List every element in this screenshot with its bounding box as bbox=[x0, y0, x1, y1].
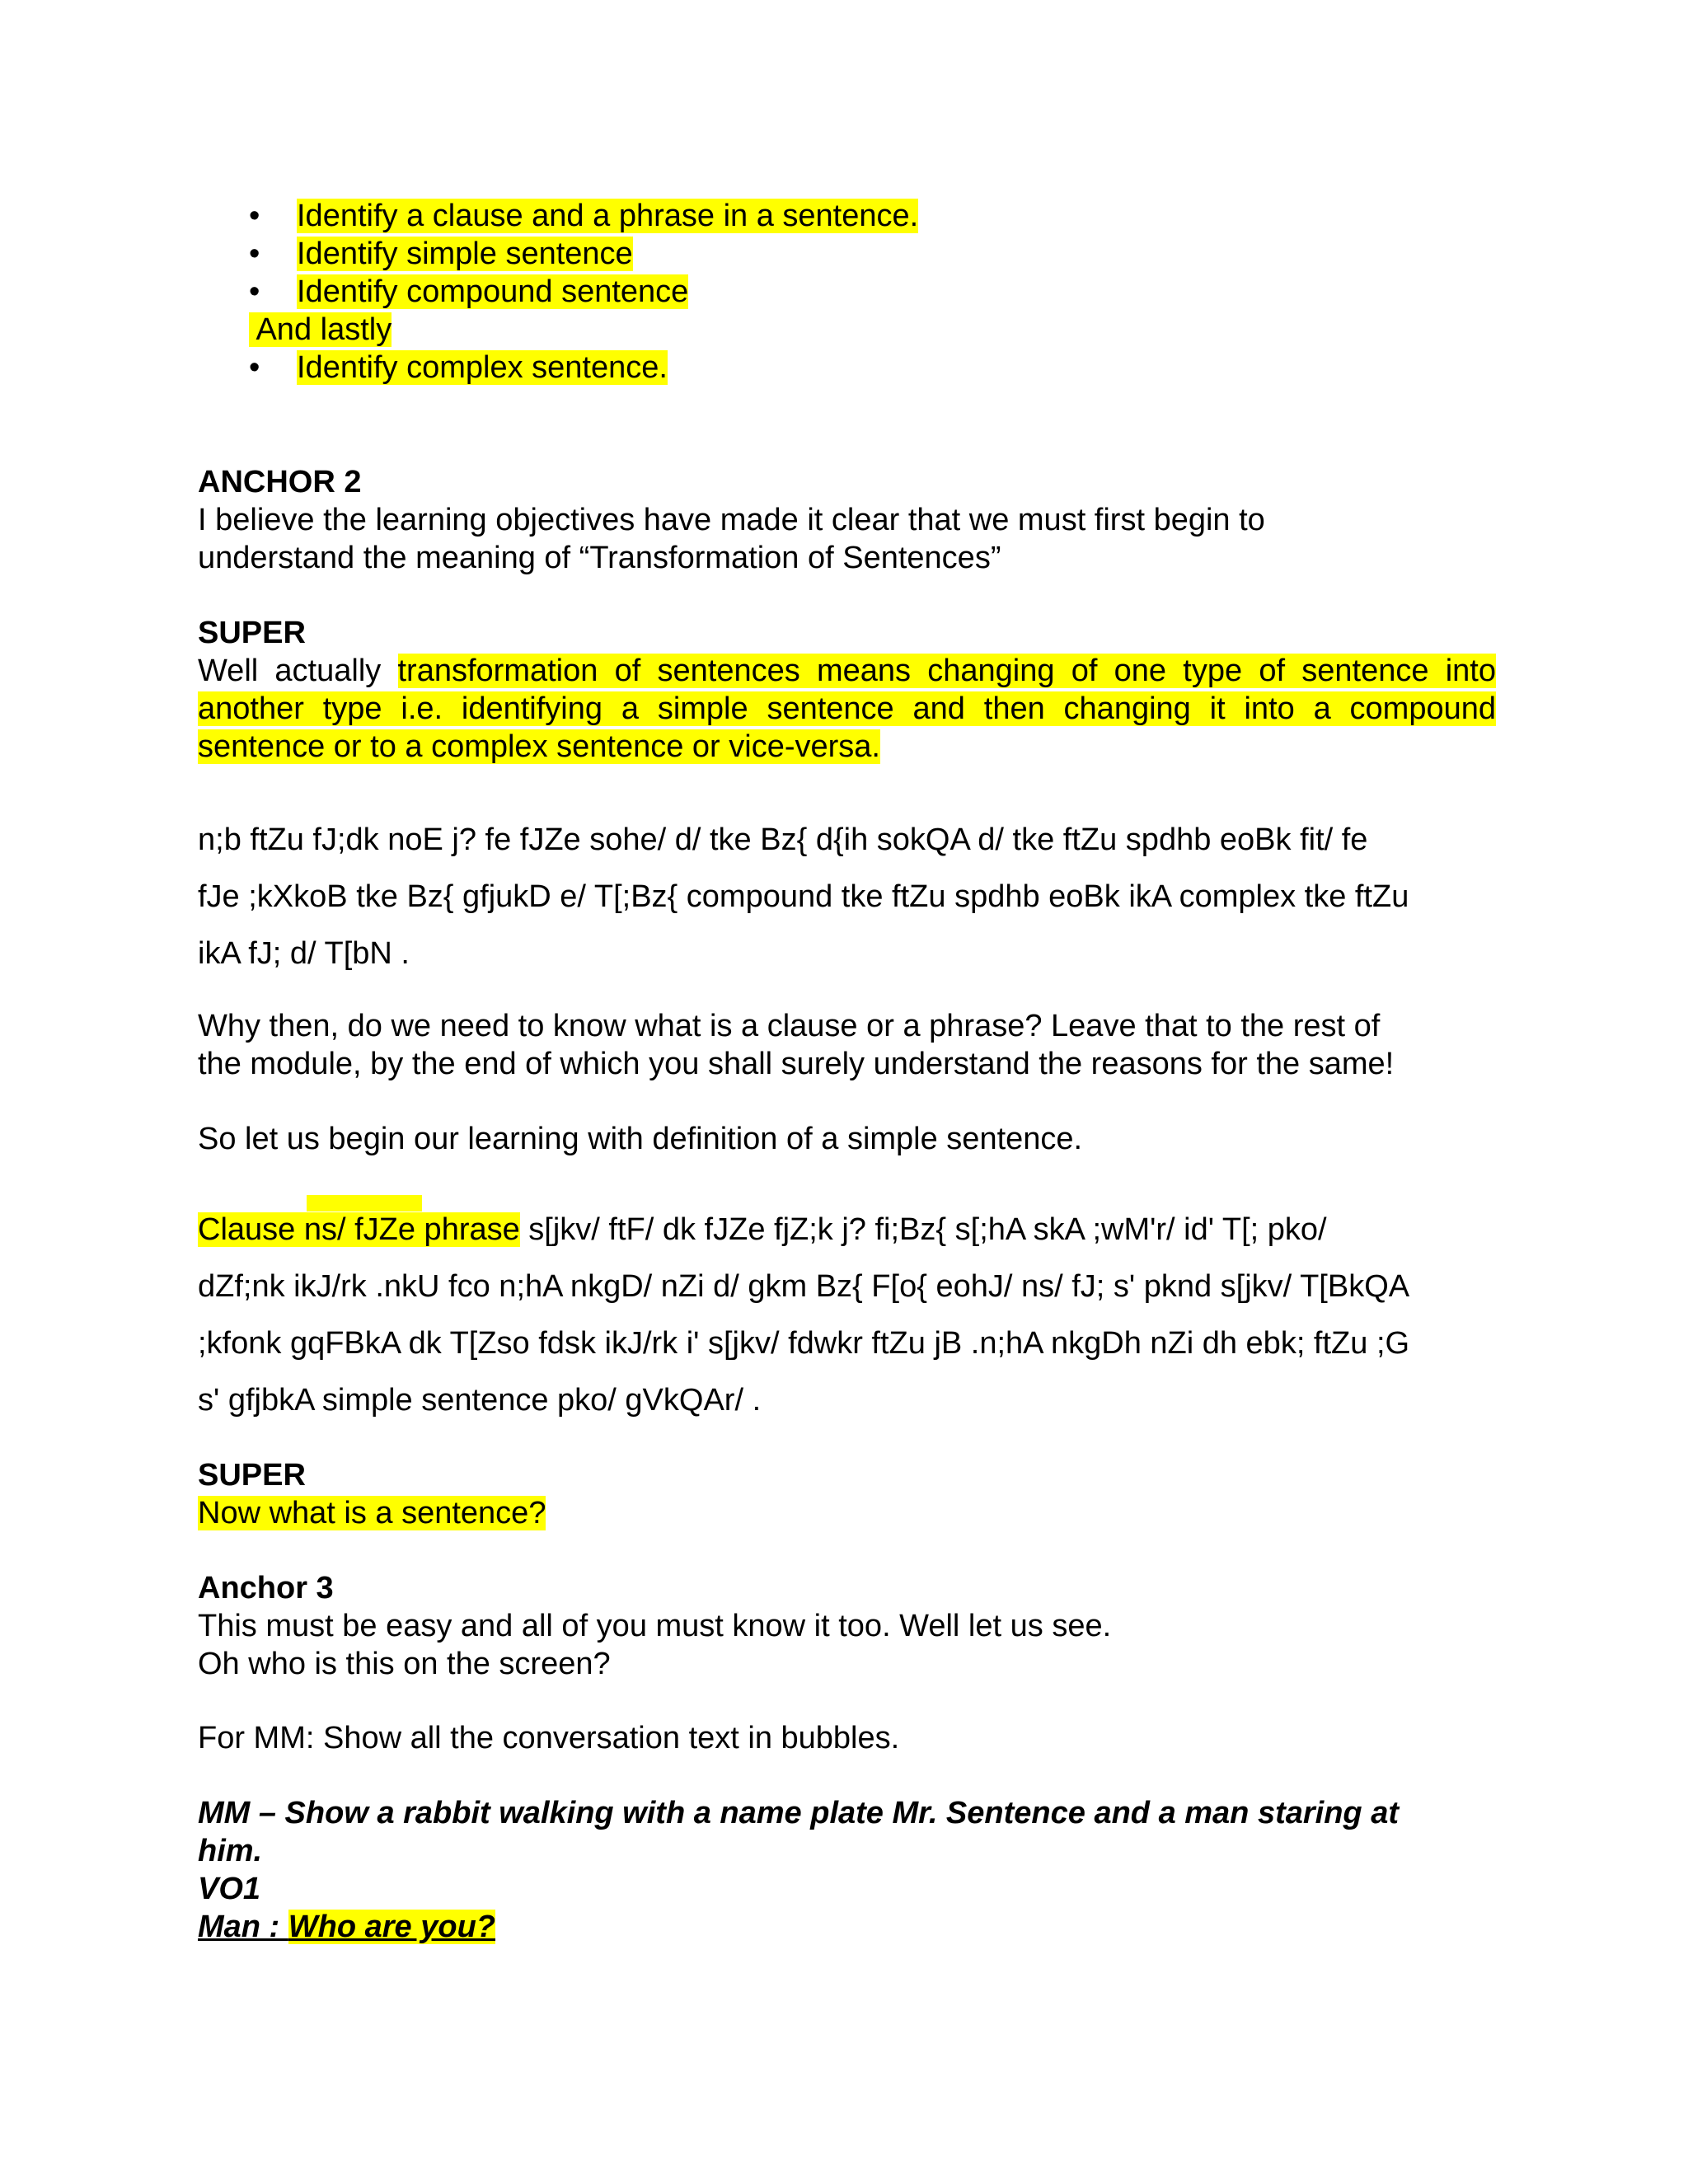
speech-highlight: Who are you? bbox=[288, 1910, 496, 1944]
list-item: • Identify compound sentence bbox=[249, 274, 689, 309]
punjabi-paragraph-2 bbox=[198, 1202, 1508, 1429]
punjabi-line: Clause ns/ fJZe phrase s[jkv/ ftF/ dk fJZe fjZ;k j? fi;Bz{ s[;hA skA ;wM'r/ id' T[; pko/ bbox=[198, 1212, 1327, 1247]
super1-heading: SUPER bbox=[198, 616, 306, 650]
anchor2-line: I believe the learning objectives have made it clear that we must first begin to bbox=[198, 503, 1265, 537]
anchor3-line: Oh who is this on the screen? bbox=[198, 1647, 611, 1681]
super2-highlight: Now what is a sentence? bbox=[198, 1496, 546, 1530]
speaker-label: Man : bbox=[198, 1910, 288, 1944]
anchor2-heading: ANCHOR 2 bbox=[198, 465, 362, 499]
list-item: • Identify a clause and a phrase in a sentence. bbox=[249, 199, 919, 233]
super2-heading: SUPER bbox=[198, 1458, 306, 1493]
objectives-list bbox=[198, 197, 918, 387]
anchor3-heading: Anchor 3 bbox=[198, 1571, 334, 1605]
punjabi-line: ikA fJ; d/ T[bN . bbox=[198, 936, 410, 971]
objective-text: Identify a clause and a phrase in a sentence. bbox=[297, 199, 919, 233]
and-lastly: And lastly bbox=[249, 312, 392, 347]
objective-text: Identify simple sentence bbox=[297, 237, 633, 271]
punjabi-paragraph-1 bbox=[198, 812, 1508, 982]
why-line: Why then, do we need to know what is a clause or a phrase? Leave that to the rest of bbox=[198, 1009, 1381, 1043]
objective-text: Identify complex sentence. bbox=[297, 350, 668, 385]
mm-direction bbox=[198, 1794, 1399, 1946]
anchor3-section bbox=[198, 1569, 1111, 1683]
anchor2-line: understand the meaning of “Transformation of Sentences” bbox=[198, 541, 1001, 575]
anchor2-section bbox=[198, 463, 1265, 577]
clause-phrase-highlight: Clause ns/ fJZe phrase bbox=[198, 1212, 520, 1247]
dialogue-line bbox=[198, 1908, 1399, 1946]
punjabi-line: s' gfjbkA simple sentence pko/ gVkQAr/ . bbox=[198, 1383, 762, 1418]
begin-paragraph: So let us begin our learning with definition of a simple sentence. bbox=[198, 1122, 1083, 1156]
super2-section bbox=[198, 1456, 546, 1532]
punjabi-line: ;kfonk gqFBkA dk T[Zso fdsk ikJ/rk i' s[jkv/ fdwkr ftZu jB .n;hA nkgDh nZi dh ebk; ftZu ;G bbox=[198, 1326, 1410, 1361]
anchor3-line: This must be easy and all of you must know it too. Well let us see. bbox=[198, 1609, 1112, 1643]
punjabi-line: dZf;nk ikJ/rk .nkU fco n;hA nkgD/ nZi d/ gkm Bz{ F[o{ eohJ/ ns/ fJ; s' pknd s[jkv/ T[BkQA bbox=[198, 1269, 1410, 1304]
super1-highlight: transformation of sentences means changing of one type of sentence into another type i.e. identifying a simple sentence and then changing it into a compound sentence or to a complex sentence or vice-versa. bbox=[198, 654, 1496, 764]
why-paragraph bbox=[198, 1007, 1394, 1083]
list-item: • Identify complex sentence. bbox=[249, 350, 668, 385]
punjabi-line: n;b ftZu fJ;dk noE j? fe fJZe sohe/ d/ tke Bz{ d{ih sokQA d/ tke ftZu spdhb eoBk fit/ fe bbox=[198, 823, 1368, 857]
punjabi-line: fJe ;kXkoB tke Bz{ gfjukD e/ T[;Bz{ compound tke ftZu spdhb eoBk ikA complex tke ftZu bbox=[198, 879, 1409, 914]
vo-label: VO1 bbox=[198, 1872, 261, 1906]
mm-note: For MM: Show all the conversation text in bubbles. bbox=[198, 1721, 900, 1755]
why-line: the module, by the end of which you shall surely understand the reasons for the same! bbox=[198, 1047, 1395, 1081]
list-item: • Identify simple sentence bbox=[249, 237, 633, 271]
mm-direction-line: him. bbox=[198, 1834, 263, 1868]
mm-direction-line: MM – Show a rabbit walking with a name plate Mr. Sentence and a man staring at bbox=[198, 1796, 1399, 1830]
objective-text: Identify compound sentence bbox=[297, 274, 689, 309]
super1-section bbox=[198, 614, 1496, 766]
super1-paragraph: Well actually transformation of sentences means changing of one type of sentence into another type i.e. identifying a simple sentence and then changing it into a compound sentence or to a complex sentence or vice-versa. bbox=[198, 654, 1496, 764]
